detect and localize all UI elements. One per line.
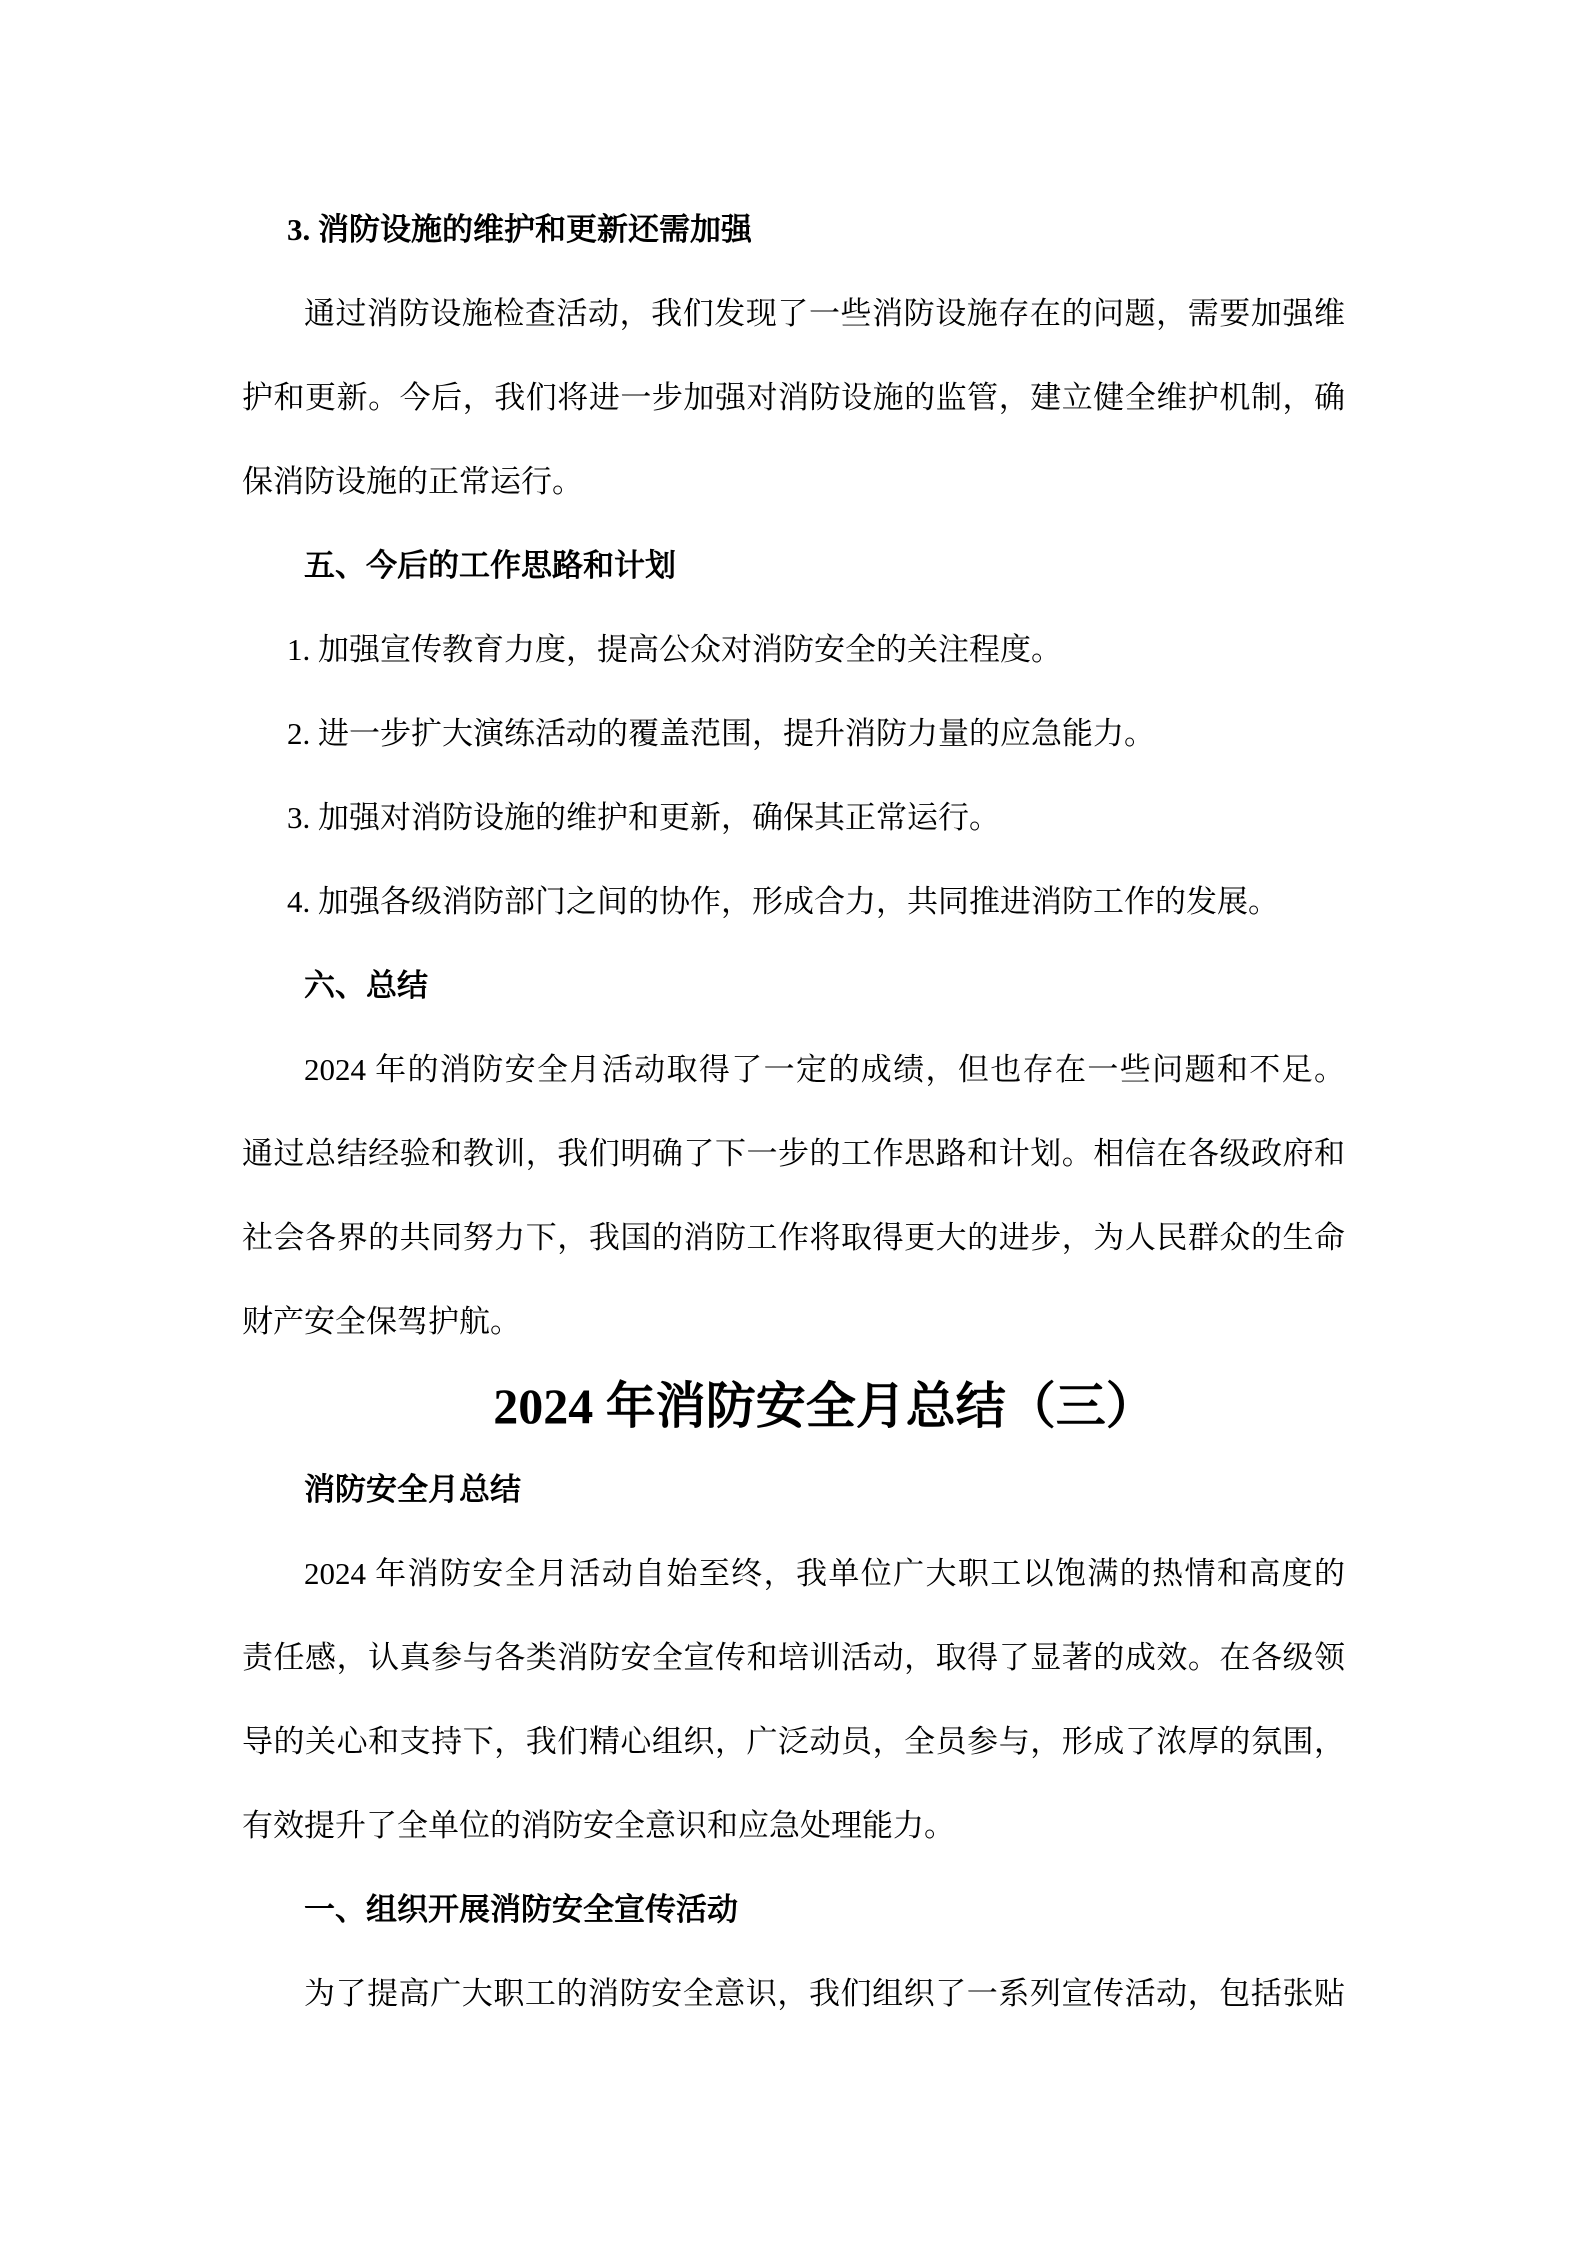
paragraph-line: 为了提高广大职工的消防安全意识，我们组织了一系列宣传活动，包括张贴: [304, 1976, 1345, 2011]
section-heading: 一、组织开展消防安全宣传活动: [304, 1892, 738, 1927]
section-heading: 六、总结: [304, 968, 428, 1003]
list-item-line: 1. 加强宣传教育力度，提高公众对消防安全的关注程度。: [287, 632, 1062, 667]
list-item-line: 3. 加强对消防设施的维护和更新，确保其正常运行。: [287, 800, 1000, 835]
list-item-line: 2. 进一步扩大演练活动的覆盖范围，提升消防力量的应急能力。: [287, 716, 1155, 751]
paragraph-line: 通过消防设施检查活动，我们发现了一些消防设施存在的问题，需要加强维: [304, 296, 1345, 331]
paragraph-line: 责任感，认真参与各类消防安全宣传和培训活动，取得了显著的成效。在各级领: [242, 1640, 1345, 1675]
paragraph-line: 护和更新。今后，我们将进一步加强对消防设施的监管，建立健全维护机制，确: [242, 380, 1345, 415]
paragraph-line: 2024 年消防安全月活动自始至终，我单位广大职工以饱满的热情和高度的: [304, 1556, 1345, 1591]
paragraph-line: 保消防设施的正常运行。: [242, 464, 583, 499]
paragraph-line: 通过总结经验和教训，我们明确了下一步的工作思路和计划。相信在各级政府和: [242, 1136, 1345, 1171]
list-item-line: 4. 加强各级消防部门之间的协作，形成合力，共同推进消防工作的发展。: [287, 884, 1279, 919]
paragraph-line: 有效提升了全单位的消防安全意识和应急处理能力。: [242, 1808, 955, 1843]
section-heading: 五、今后的工作思路和计划: [304, 548, 676, 583]
paragraph-line: 社会各界的共同努力下，我国的消防工作将取得更大的进步，为人民群众的生命: [242, 1220, 1345, 1255]
section-heading: 3. 消防设施的维护和更新还需加强: [287, 212, 752, 247]
paragraph-line: 财产安全保驾护航。: [242, 1304, 521, 1339]
section-heading: 消防安全月总结: [304, 1472, 521, 1507]
paragraph-line: 2024 年的消防安全月活动取得了一定的成绩，但也存在一些问题和不足。: [304, 1052, 1345, 1087]
paragraph-line: 导的关心和支持下，我们精心组织，广泛动员，全员参与，形成了浓厚的氛围，: [242, 1724, 1345, 1759]
document-body: [242, 188, 1345, 2036]
document-title: 2024 年消防安全月总结（三）: [493, 1378, 1156, 1434]
